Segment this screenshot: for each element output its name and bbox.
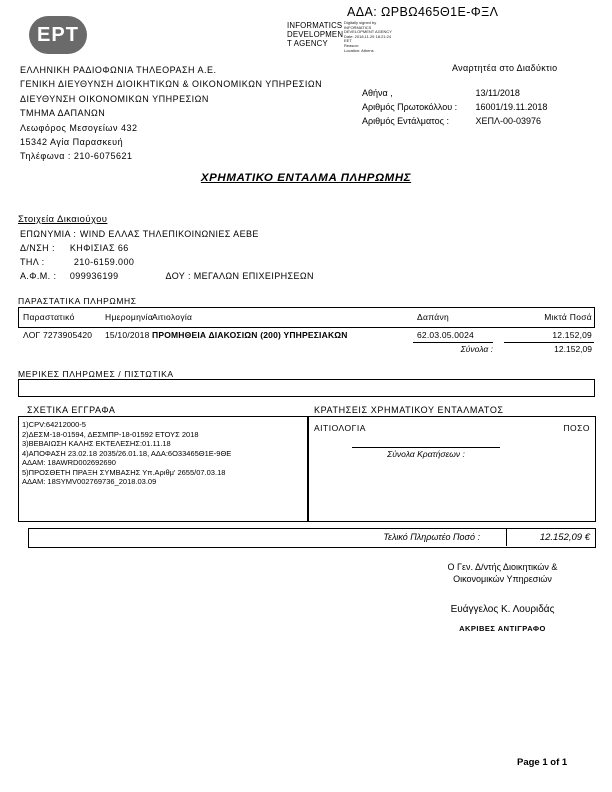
digital-signature-details: Digitally signed by INFORMATICS DEVELOPMENT AGENCY Date: 2018.11.29 18:21:24 EET Reason: Location: Athens [344,20,392,53]
doy-value: ΜΕΓΑΛΩΝ ΕΠΙΧΕΙΡΗΣΕΩΝ [193,271,314,281]
phone-label: ΤΗΛ : [20,257,45,267]
stamp-line: INFORMATICS [287,21,343,30]
date-value: 13/11/2018 [475,88,520,98]
row-parastatiko: ΛΟΓ 7273905420 [23,330,93,340]
related-doc-line: 5)ΠΡΟΣΘΕΤΗ ΠΡΑΞΗ ΣΥΜΒΑΣΗΣ Υπ.Αριθμ' 2655/07.03.18 [22,467,226,477]
related-doc-line: ΑΔΑΜ: 18SYMV002769736_2018.03.09 [22,477,157,486]
certified-copy-label: ΑΚΡΙΒΕΣ ΑΝΤΙΓΡΑΦΟ [459,624,546,633]
related-doc-line: 2)ΔΕΣΜ-18-01594, ΔΕΣΜΠΡ-18-01592 ΕΤΟΥΣ 2018 [22,429,199,439]
row-date: 15/10/2018 [105,330,150,340]
ada-label: ΑΔΑ: [347,5,378,19]
col-header-mikta: Μικτά Ποσά [544,312,592,322]
address-value: ΚΗΦΙΣΙΑΣ 66 [69,243,129,253]
beneficiary-phone-row [20,257,134,267]
col-header-date: Ημερομηνία [105,312,154,322]
col-header-aitiologia: Αιτιολογία [152,312,193,322]
org-line: ΓΕΝΙΚΗ ΔΙΕΥΘΥΝΣΗ ΔΙΟΙΚΗΤΙΚΩΝ & ΟΙΚΟΝΟΜΙΚΩΝ ΥΠΗΡΕΣΙΩΝ [20,79,323,90]
signatory-name: Ευάγγελος Κ. Λουριδάς [450,604,555,615]
deductions-aitiologia-header: ΑΙΤΙΟΛΟΓΙΑ [314,423,366,433]
deductions-totals-label: Σύνολα Κρατήσεων : [387,449,465,459]
signatory-title: Ο Γεν. Δ/ντής Διοικητικών & Οικονομικών Υπηρεσιών [447,562,558,584]
table-total-amount: 12.152,09 [554,344,592,354]
beneficiary-address-row [20,243,129,253]
meta-row-order-number [362,114,547,128]
meta-row-protocol [362,100,547,114]
address-label: Δ/ΝΣΗ : [20,243,55,253]
city-label: Αθήνα , [362,88,393,98]
related-docs-section-title: ΣΧΕΤΙΚΑ ΕΓΓΡΑΦΑ [27,405,116,415]
related-docs-lines [22,420,304,487]
related-doc-line: 4)ΑΠΟΦΑΣΗ 23.02.18 2035/26.01.18, ΑΔΑ:6Ο33465Θ1Ε-9ΘΕ [22,448,232,458]
amount-total-rule [504,342,594,343]
ert-logo-text: ΕΡΤ [37,23,79,46]
anartitea-note: Αναρτητέα στο Διαδύκτιο [452,63,558,73]
afm-value: 099936199 [69,271,119,281]
meta-row-city-date [362,86,547,100]
org-line: 15342 Αγία Παρασκευή [20,137,124,148]
stamp-line: T AGENCY [287,39,328,48]
diavgeia-stamp [287,21,347,48]
payment-docs-section-title: ΠΑΡΑΣΤΑΤΙΚΑ ΠΛΗΡΩΜΗΣ [18,296,137,306]
col-header-parastatiko: Παραστατικό [23,312,75,322]
order-number-value: ΧΕΠΛ-00-03976 [475,116,542,126]
beneficiary-afm-row [20,271,314,281]
related-doc-line: 1)CPV:64212000-5 [22,420,86,429]
row-amount: 12.152,09 [552,330,592,340]
partial-payments-section-title: ΜΕΡΙΚΕΣ ΠΛΗΡΩΜΕΣ / ΠΙΣΤΩΤΙΚΑ [18,369,174,379]
final-payment-amount: 12.152,09 € [506,528,594,546]
stamp-line: DEVELOPMEN [287,30,344,39]
dapani-total-rule [413,342,493,343]
doy-label: ΔΟΥ : [165,271,191,281]
org-line: Τηλέφωνα : 210-6075621 [20,151,133,162]
ada-line [347,5,498,19]
page-title: ΧΡΗΜΑΤΙΚΟ ΕΝΤΑΛΜΑ ΠΛΗΡΩΜΗΣ [200,172,412,184]
deductions-total-rule [352,447,500,448]
row-aitiologia: ΠΡΟΜΗΘΕΙΑ ΔΙΑΚΟΣΙΩΝ (200) ΥΠΗΡΕΣΙΑΚΩΝ [152,330,348,340]
org-line: Λεωφόρος Μεσογείων 432 [20,122,138,133]
org-line: ΤΜΗΜΑ ΔΑΠΑΝΩΝ [20,108,106,119]
afm-label: Α.Φ.Μ. : [20,271,57,281]
order-number-label: Αριθμός Εντάλματος : [362,116,449,126]
page-number: Page 1 of 1 [517,757,568,768]
deductions-poso-header: ΠΟΣΟ [563,423,590,433]
beneficiary-name-row [20,229,259,239]
protocol-value: 16001/19.11.2018 [475,102,548,112]
organisation-block [20,63,322,164]
eponymia-value: WIND ΕΛΛΑΣ ΤΗΛΕΠΙΚΟΙΝΩΝΙΕΣ ΑΕΒΕ [79,229,259,239]
related-doc-line: 3)ΒΕΒΑΙΩΣΗ ΚΑΛΗΣ ΕΚΤΕΛΕΣΗΣ:01.11.18 [22,439,171,448]
related-doc-line: ΑΔΑΜ: 18AWRD002692690 [22,458,116,467]
ert-logo [29,16,87,54]
org-line: ΔΙΕΥΘΥΝΣΗ ΟΙΚΟΝΟΜΙΚΩΝ ΥΠΗΡΕΣΙΩΝ [20,93,209,104]
final-payment-label: Τελικό Πληρωτέο Ποσό : [383,532,480,542]
ada-value: ΩΡΒΩ465Θ1Ε-ΦΞΛ [380,5,499,19]
protocol-label: Αριθμός Πρωτοκόλλου : [362,102,458,112]
deductions-section-title: ΚΡΑΤΗΣΕΙΣ ΧΡΗΜΑΤΙΚΟΥ ΕΝΤΑΛΜΑΤΟΣ [314,405,504,415]
row-dapani: 62.03.05.0024 [417,330,474,340]
phone-value: 210-6159.000 [73,257,135,267]
eponymia-label: ΕΠΩΝΥΜΙΑ : [20,229,77,239]
partial-payments-box [18,379,595,397]
col-header-dapani: Δαπάνη [417,312,450,322]
table-totals-label: Σύνολα : [460,344,493,354]
document-meta [362,86,547,128]
beneficiary-section-title: Στοιχεία Δικαιούχου [18,214,108,225]
org-line: ΕΛΛΗΝΙΚΗ ΡΑΔΙΟΦΩΝΙΑ ΤΗΛΕΟΡΑΣΗ Α.Ε. [20,65,217,75]
